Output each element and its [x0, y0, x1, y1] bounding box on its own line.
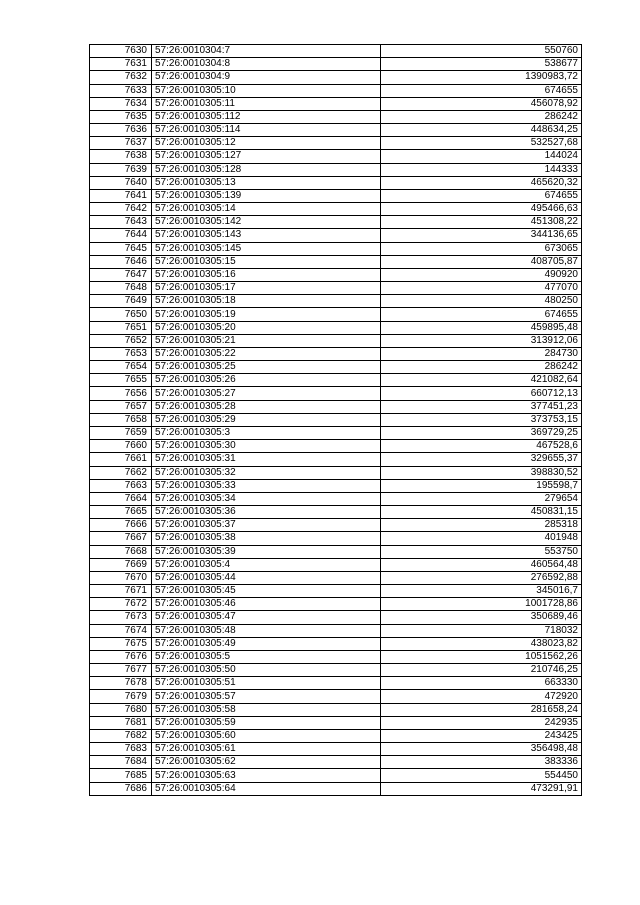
- cadastral-number-cell: 57:26:0010305:44: [152, 571, 381, 584]
- cadastral-number-cell: 57:26:0010305:32: [152, 466, 381, 479]
- row-number-cell: 7685: [90, 769, 152, 782]
- cadastral-number-cell: 57:26:0010305:61: [152, 743, 381, 756]
- table-row: [90, 690, 582, 703]
- value-cell: 550760: [381, 45, 582, 58]
- cadastral-number-cell: 57:26:0010305:25: [152, 361, 381, 374]
- row-number-cell: 7655: [90, 374, 152, 387]
- cadastral-number-cell: 57:26:0010304:7: [152, 45, 381, 58]
- table-row: [90, 769, 582, 782]
- value-cell: 144024: [381, 150, 582, 163]
- table-row: [90, 492, 582, 505]
- cadastral-number-cell: 57:26:0010305:127: [152, 150, 381, 163]
- table-row: [90, 440, 582, 453]
- row-number-cell: 7676: [90, 650, 152, 663]
- cadastral-number-cell: 57:26:0010305:50: [152, 664, 381, 677]
- value-cell: 459895,48: [381, 321, 582, 334]
- value-cell: 538677: [381, 58, 582, 71]
- value-cell: 467528,6: [381, 440, 582, 453]
- cadastral-number-cell: 57:26:0010304:9: [152, 71, 381, 84]
- value-cell: 421082,64: [381, 374, 582, 387]
- row-number-cell: 7670: [90, 571, 152, 584]
- table-row: [90, 334, 582, 347]
- table-row: [90, 756, 582, 769]
- cadastral-number-cell: 57:26:0010305:26: [152, 374, 381, 387]
- cadastral-number-cell: 57:26:0010305:58: [152, 703, 381, 716]
- row-number-cell: 7643: [90, 216, 152, 229]
- table-row: [90, 677, 582, 690]
- value-cell: 465620,32: [381, 176, 582, 189]
- value-cell: 276592,88: [381, 571, 582, 584]
- value-cell: 1051562,26: [381, 650, 582, 663]
- row-number-cell: 7677: [90, 664, 152, 677]
- row-number-cell: 7651: [90, 321, 152, 334]
- row-number-cell: 7653: [90, 347, 152, 360]
- row-number-cell: 7668: [90, 545, 152, 558]
- table-row: [90, 203, 582, 216]
- row-number-cell: 7641: [90, 189, 152, 202]
- table-row: [90, 71, 582, 84]
- cadastral-number-cell: 57:26:0010305:62: [152, 756, 381, 769]
- row-number-cell: 7658: [90, 413, 152, 426]
- table-row: [90, 571, 582, 584]
- row-number-cell: 7631: [90, 58, 152, 71]
- value-cell: 279654: [381, 492, 582, 505]
- data-table: [89, 44, 582, 796]
- value-cell: 472920: [381, 690, 582, 703]
- row-number-cell: 7682: [90, 729, 152, 742]
- cadastral-number-cell: 57:26:0010305:16: [152, 268, 381, 281]
- table-row: [90, 558, 582, 571]
- row-number-cell: 7649: [90, 295, 152, 308]
- cadastral-number-cell: 57:26:0010305:12: [152, 137, 381, 150]
- cadastral-number-cell: 57:26:0010305:114: [152, 124, 381, 137]
- row-number-cell: 7638: [90, 150, 152, 163]
- cadastral-number-cell: 57:26:0010305:5: [152, 650, 381, 663]
- row-number-cell: 7634: [90, 97, 152, 110]
- row-number-cell: 7637: [90, 137, 152, 150]
- value-cell: 285318: [381, 519, 582, 532]
- row-number-cell: 7648: [90, 282, 152, 295]
- value-cell: 495466,63: [381, 203, 582, 216]
- cadastral-number-cell: 57:26:0010305:142: [152, 216, 381, 229]
- cadastral-number-cell: 57:26:0010305:33: [152, 479, 381, 492]
- row-number-cell: 7666: [90, 519, 152, 532]
- cadastral-number-cell: 57:26:0010305:47: [152, 611, 381, 624]
- value-cell: 369729,25: [381, 426, 582, 439]
- value-cell: 477070: [381, 282, 582, 295]
- row-number-cell: 7671: [90, 585, 152, 598]
- table-row: [90, 189, 582, 202]
- cadastral-number-cell: 57:26:0010305:36: [152, 506, 381, 519]
- cadastral-number-cell: 57:26:0010305:48: [152, 624, 381, 637]
- row-number-cell: 7680: [90, 703, 152, 716]
- row-number-cell: 7640: [90, 176, 152, 189]
- table-row: [90, 308, 582, 321]
- table-row: [90, 176, 582, 189]
- value-cell: 473291,91: [381, 782, 582, 795]
- row-number-cell: 7662: [90, 466, 152, 479]
- table-row: [90, 466, 582, 479]
- cadastral-number-cell: 57:26:0010305:59: [152, 716, 381, 729]
- value-cell: 286242: [381, 110, 582, 123]
- row-number-cell: 7674: [90, 624, 152, 637]
- row-number-cell: 7647: [90, 268, 152, 281]
- table-row: [90, 400, 582, 413]
- table-row: [90, 110, 582, 123]
- cadastral-number-cell: 57:26:0010305:143: [152, 229, 381, 242]
- row-number-cell: 7644: [90, 229, 152, 242]
- value-cell: 660712,13: [381, 387, 582, 400]
- table-row: [90, 242, 582, 255]
- table-row: [90, 426, 582, 439]
- table-row: [90, 782, 582, 795]
- value-cell: 383336: [381, 756, 582, 769]
- table-row: [90, 321, 582, 334]
- value-cell: 210746,25: [381, 664, 582, 677]
- row-number-cell: 7684: [90, 756, 152, 769]
- cadastral-number-cell: 57:26:0010304:8: [152, 58, 381, 71]
- cadastral-number-cell: 57:26:0010305:15: [152, 255, 381, 268]
- table-row: [90, 282, 582, 295]
- table-row: [90, 387, 582, 400]
- table-row: [90, 664, 582, 677]
- cadastral-number-cell: 57:26:0010305:128: [152, 163, 381, 176]
- table-row: [90, 163, 582, 176]
- table-row: [90, 295, 582, 308]
- row-number-cell: 7636: [90, 124, 152, 137]
- cadastral-number-cell: 57:26:0010305:10: [152, 84, 381, 97]
- value-cell: 377451,23: [381, 400, 582, 413]
- cadastral-number-cell: 57:26:0010305:19: [152, 308, 381, 321]
- cadastral-number-cell: 57:26:0010305:139: [152, 189, 381, 202]
- cadastral-number-cell: 57:26:0010305:27: [152, 387, 381, 400]
- cadastral-number-cell: 57:26:0010305:64: [152, 782, 381, 795]
- row-number-cell: 7652: [90, 334, 152, 347]
- cadastral-number-cell: 57:26:0010305:49: [152, 637, 381, 650]
- table-row: [90, 743, 582, 756]
- table-row: [90, 611, 582, 624]
- table-row: [90, 216, 582, 229]
- cadastral-number-cell: 57:26:0010305:21: [152, 334, 381, 347]
- cadastral-number-cell: 57:26:0010305:38: [152, 532, 381, 545]
- value-cell: 1001728,86: [381, 598, 582, 611]
- row-number-cell: 7645: [90, 242, 152, 255]
- value-cell: 448634,25: [381, 124, 582, 137]
- value-cell: 329655,37: [381, 453, 582, 466]
- value-cell: 553750: [381, 545, 582, 558]
- cadastral-number-cell: 57:26:0010305:57: [152, 690, 381, 703]
- value-cell: 144333: [381, 163, 582, 176]
- cadastral-number-cell: 57:26:0010305:60: [152, 729, 381, 742]
- table-row: [90, 361, 582, 374]
- cadastral-number-cell: 57:26:0010305:14: [152, 203, 381, 216]
- value-cell: 195598,7: [381, 479, 582, 492]
- table-row: [90, 506, 582, 519]
- value-cell: 408705,87: [381, 255, 582, 268]
- row-number-cell: 7661: [90, 453, 152, 466]
- value-cell: 373753,15: [381, 413, 582, 426]
- row-number-cell: 7646: [90, 255, 152, 268]
- row-number-cell: 7656: [90, 387, 152, 400]
- table-body: [90, 45, 582, 796]
- table-row: [90, 585, 582, 598]
- cadastral-number-cell: 57:26:0010305:13: [152, 176, 381, 189]
- row-number-cell: 7669: [90, 558, 152, 571]
- value-cell: 674655: [381, 189, 582, 202]
- table-row: [90, 650, 582, 663]
- cadastral-number-cell: 57:26:0010305:3: [152, 426, 381, 439]
- value-cell: 345016,7: [381, 585, 582, 598]
- table-row: [90, 413, 582, 426]
- value-cell: 350689,46: [381, 611, 582, 624]
- row-number-cell: 7665: [90, 506, 152, 519]
- row-number-cell: 7663: [90, 479, 152, 492]
- row-number-cell: 7659: [90, 426, 152, 439]
- cadastral-number-cell: 57:26:0010305:51: [152, 677, 381, 690]
- cadastral-number-cell: 57:26:0010305:22: [152, 347, 381, 360]
- cadastral-number-cell: 57:26:0010305:18: [152, 295, 381, 308]
- value-cell: 451308,22: [381, 216, 582, 229]
- row-number-cell: 7635: [90, 110, 152, 123]
- value-cell: 356498,48: [381, 743, 582, 756]
- cadastral-number-cell: 57:26:0010305:4: [152, 558, 381, 571]
- value-cell: 554450: [381, 769, 582, 782]
- row-number-cell: 7630: [90, 45, 152, 58]
- table-row: [90, 255, 582, 268]
- value-cell: 673065: [381, 242, 582, 255]
- row-number-cell: 7681: [90, 716, 152, 729]
- row-number-cell: 7678: [90, 677, 152, 690]
- cadastral-number-cell: 57:26:0010305:63: [152, 769, 381, 782]
- table-row: [90, 58, 582, 71]
- value-cell: 450831,15: [381, 506, 582, 519]
- row-number-cell: 7675: [90, 637, 152, 650]
- table-row: [90, 703, 582, 716]
- cadastral-number-cell: 57:26:0010305:39: [152, 545, 381, 558]
- cadastral-number-cell: 57:26:0010305:17: [152, 282, 381, 295]
- value-cell: 286242: [381, 361, 582, 374]
- row-number-cell: 7664: [90, 492, 152, 505]
- row-number-cell: 7632: [90, 71, 152, 84]
- row-number-cell: 7650: [90, 308, 152, 321]
- value-cell: 456078,92: [381, 97, 582, 110]
- table-row: [90, 716, 582, 729]
- cadastral-number-cell: 57:26:0010305:46: [152, 598, 381, 611]
- table-row: [90, 124, 582, 137]
- table-row: [90, 624, 582, 637]
- cadastral-number-cell: 57:26:0010305:45: [152, 585, 381, 598]
- row-number-cell: 7686: [90, 782, 152, 795]
- table-row: [90, 97, 582, 110]
- table-row: [90, 453, 582, 466]
- value-cell: 490920: [381, 268, 582, 281]
- row-number-cell: 7679: [90, 690, 152, 703]
- table-row: [90, 268, 582, 281]
- row-number-cell: 7633: [90, 84, 152, 97]
- table-row: [90, 45, 582, 58]
- cadastral-number-cell: 57:26:0010305:20: [152, 321, 381, 334]
- value-cell: 284730: [381, 347, 582, 360]
- row-number-cell: 7657: [90, 400, 152, 413]
- table-row: [90, 637, 582, 650]
- table-row: [90, 545, 582, 558]
- value-cell: 242935: [381, 716, 582, 729]
- row-number-cell: 7654: [90, 361, 152, 374]
- row-number-cell: 7667: [90, 532, 152, 545]
- value-cell: 460564,48: [381, 558, 582, 571]
- value-cell: 438023,82: [381, 637, 582, 650]
- value-cell: 344136,65: [381, 229, 582, 242]
- cadastral-number-cell: 57:26:0010305:29: [152, 413, 381, 426]
- value-cell: 718032: [381, 624, 582, 637]
- cadastral-number-cell: 57:26:0010305:28: [152, 400, 381, 413]
- value-cell: 1390983,72: [381, 71, 582, 84]
- row-number-cell: 7639: [90, 163, 152, 176]
- table-row: [90, 374, 582, 387]
- cadastral-number-cell: 57:26:0010305:11: [152, 97, 381, 110]
- value-cell: 281658,24: [381, 703, 582, 716]
- table-row: [90, 150, 582, 163]
- cadastral-number-cell: 57:26:0010305:34: [152, 492, 381, 505]
- table-row: [90, 532, 582, 545]
- row-number-cell: 7673: [90, 611, 152, 624]
- value-cell: 398830,52: [381, 466, 582, 479]
- row-number-cell: 7683: [90, 743, 152, 756]
- value-cell: 313912,06: [381, 334, 582, 347]
- row-number-cell: 7672: [90, 598, 152, 611]
- table-row: [90, 84, 582, 97]
- table-row: [90, 347, 582, 360]
- value-cell: 674655: [381, 84, 582, 97]
- table-row: [90, 229, 582, 242]
- value-cell: 243425: [381, 729, 582, 742]
- cadastral-number-cell: 57:26:0010305:30: [152, 440, 381, 453]
- cadastral-number-cell: 57:26:0010305:112: [152, 110, 381, 123]
- table-row: [90, 598, 582, 611]
- table-row: [90, 479, 582, 492]
- table-row: [90, 729, 582, 742]
- value-cell: 480250: [381, 295, 582, 308]
- cadastral-number-cell: 57:26:0010305:145: [152, 242, 381, 255]
- table-row: [90, 519, 582, 532]
- value-cell: 532527,68: [381, 137, 582, 150]
- table-row: [90, 137, 582, 150]
- value-cell: 401948: [381, 532, 582, 545]
- row-number-cell: 7660: [90, 440, 152, 453]
- cadastral-number-cell: 57:26:0010305:31: [152, 453, 381, 466]
- value-cell: 674655: [381, 308, 582, 321]
- cadastral-number-cell: 57:26:0010305:37: [152, 519, 381, 532]
- value-cell: 663330: [381, 677, 582, 690]
- row-number-cell: 7642: [90, 203, 152, 216]
